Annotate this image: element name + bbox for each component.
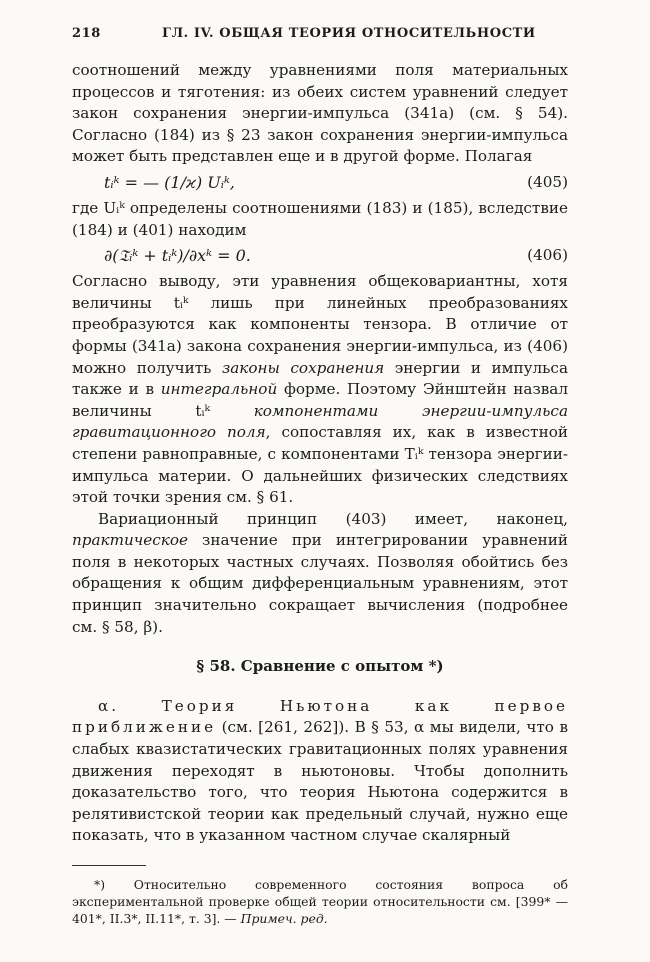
footnote-divider: [72, 865, 146, 866]
equation-405: [72, 168, 568, 198]
paragraph-3-emphasis-conservation: законы сохранения: [221, 358, 385, 377]
paragraph-4: [72, 509, 568, 639]
paragraph-4-text-c: значение при интегрировании уравнений поля в некоторых частных случаях. Позволяя обойтись без обращения к общим дифференциальным уравнениям, этот принцип значительно сокращает вычисления (подробнее см. § 58, β).: [72, 531, 568, 636]
paragraph-1: соотношений между уравнениями поля материальных процессов и тяготения: из обеих систем уравнений следует закон сохранения энергии-импульса (341a) (см. § 54). Согласно (184) из § 23 закон сохранения энергии-импульса может быть представлен еще и в другой форме. Полагая: [72, 61, 568, 166]
page-body: [72, 60, 568, 927]
equation-406-formula: ∂(𝔗ᵢᵏ + tᵢᵏ)/∂xᵏ = 0.: [104, 246, 251, 266]
footnote-text: *) Относительно современного состояния вопроса об экспериментальной проверке общей теории относительности см. [399* — 401*, II.3*, II.11*, т. 3]. —: [72, 877, 568, 926]
paragraph-3-text-g: , сопоставляя их, как в известной степени равноправные, с компонентами Tᵢᵏ тензора энергии-импульса материи. О дальнейших физических следствиях этой точки зрения см. § 61.: [72, 423, 568, 507]
paragraph-5: [72, 696, 568, 847]
paragraph-4-emphasis-practical: практическое: [72, 531, 188, 550]
paragraph-5-spaced-title: α. Теория Ньютона как первое приближение: [72, 696, 568, 737]
page-number: 218: [72, 26, 101, 41]
paragraph-5-text: (см. [261, 262]). В § 53, α мы видели, что в слабых квазистатических гравитационных полях уравнения движения переходят в ньютоновы. Чтобы дополнить доказательство того, что теория Ньютона содержится в релятивистской теории как предельный случай, нужно еще показать, что в указанном частном случае скалярный: [72, 718, 568, 845]
paragraph-3-emphasis-integral: интегральной: [160, 380, 278, 399]
paragraph-4-text-a: Вариационный принцип (403) имеет, наконец,: [98, 509, 568, 528]
paragraph-3-emphasis-components: компонентами энергии-импульса гравитационного поля: [72, 401, 568, 442]
paragraph-3: [72, 271, 568, 509]
chapter-title: ГЛ. IV. ОБЩАЯ ТЕОРИЯ ОТНОСИТЕЛЬНОСТИ: [162, 26, 536, 41]
equation-406: [72, 241, 568, 271]
paragraph-2: где Uᵢᵏ определены соотношениями (183) и (185), вследствие (184) и (401) находим: [72, 198, 568, 239]
equation-406-number: (406): [527, 246, 568, 265]
section-heading: § 58. Сравнение с опытом *): [196, 657, 444, 676]
equation-405-number: (405): [527, 172, 568, 191]
paragraph-3-text-e: форме. Поэтому Эйнштейн назвал величины tᵢᵏ: [72, 380, 568, 420]
footnote-editor-note: Примеч. ред.: [240, 911, 328, 926]
paragraph-3-text-a: Согласно выводу, эти уравнения общековариантны, хотя величины tᵢᵏ лишь при линейных преобразованиях преобразуются как компоненты тензора. В отличие от формы (341a) закона сохранения энергии-импульса, из (406) можно получить: [72, 272, 568, 377]
footnote: [72, 876, 568, 927]
running-header: [72, 22, 568, 46]
page: [72, 22, 568, 927]
paragraph-3-text-c: энергии и импульса также и в: [72, 358, 568, 399]
equation-405-formula: tᵢᵏ = — (1/ϰ) Uᵢᵏ,: [104, 172, 235, 192]
